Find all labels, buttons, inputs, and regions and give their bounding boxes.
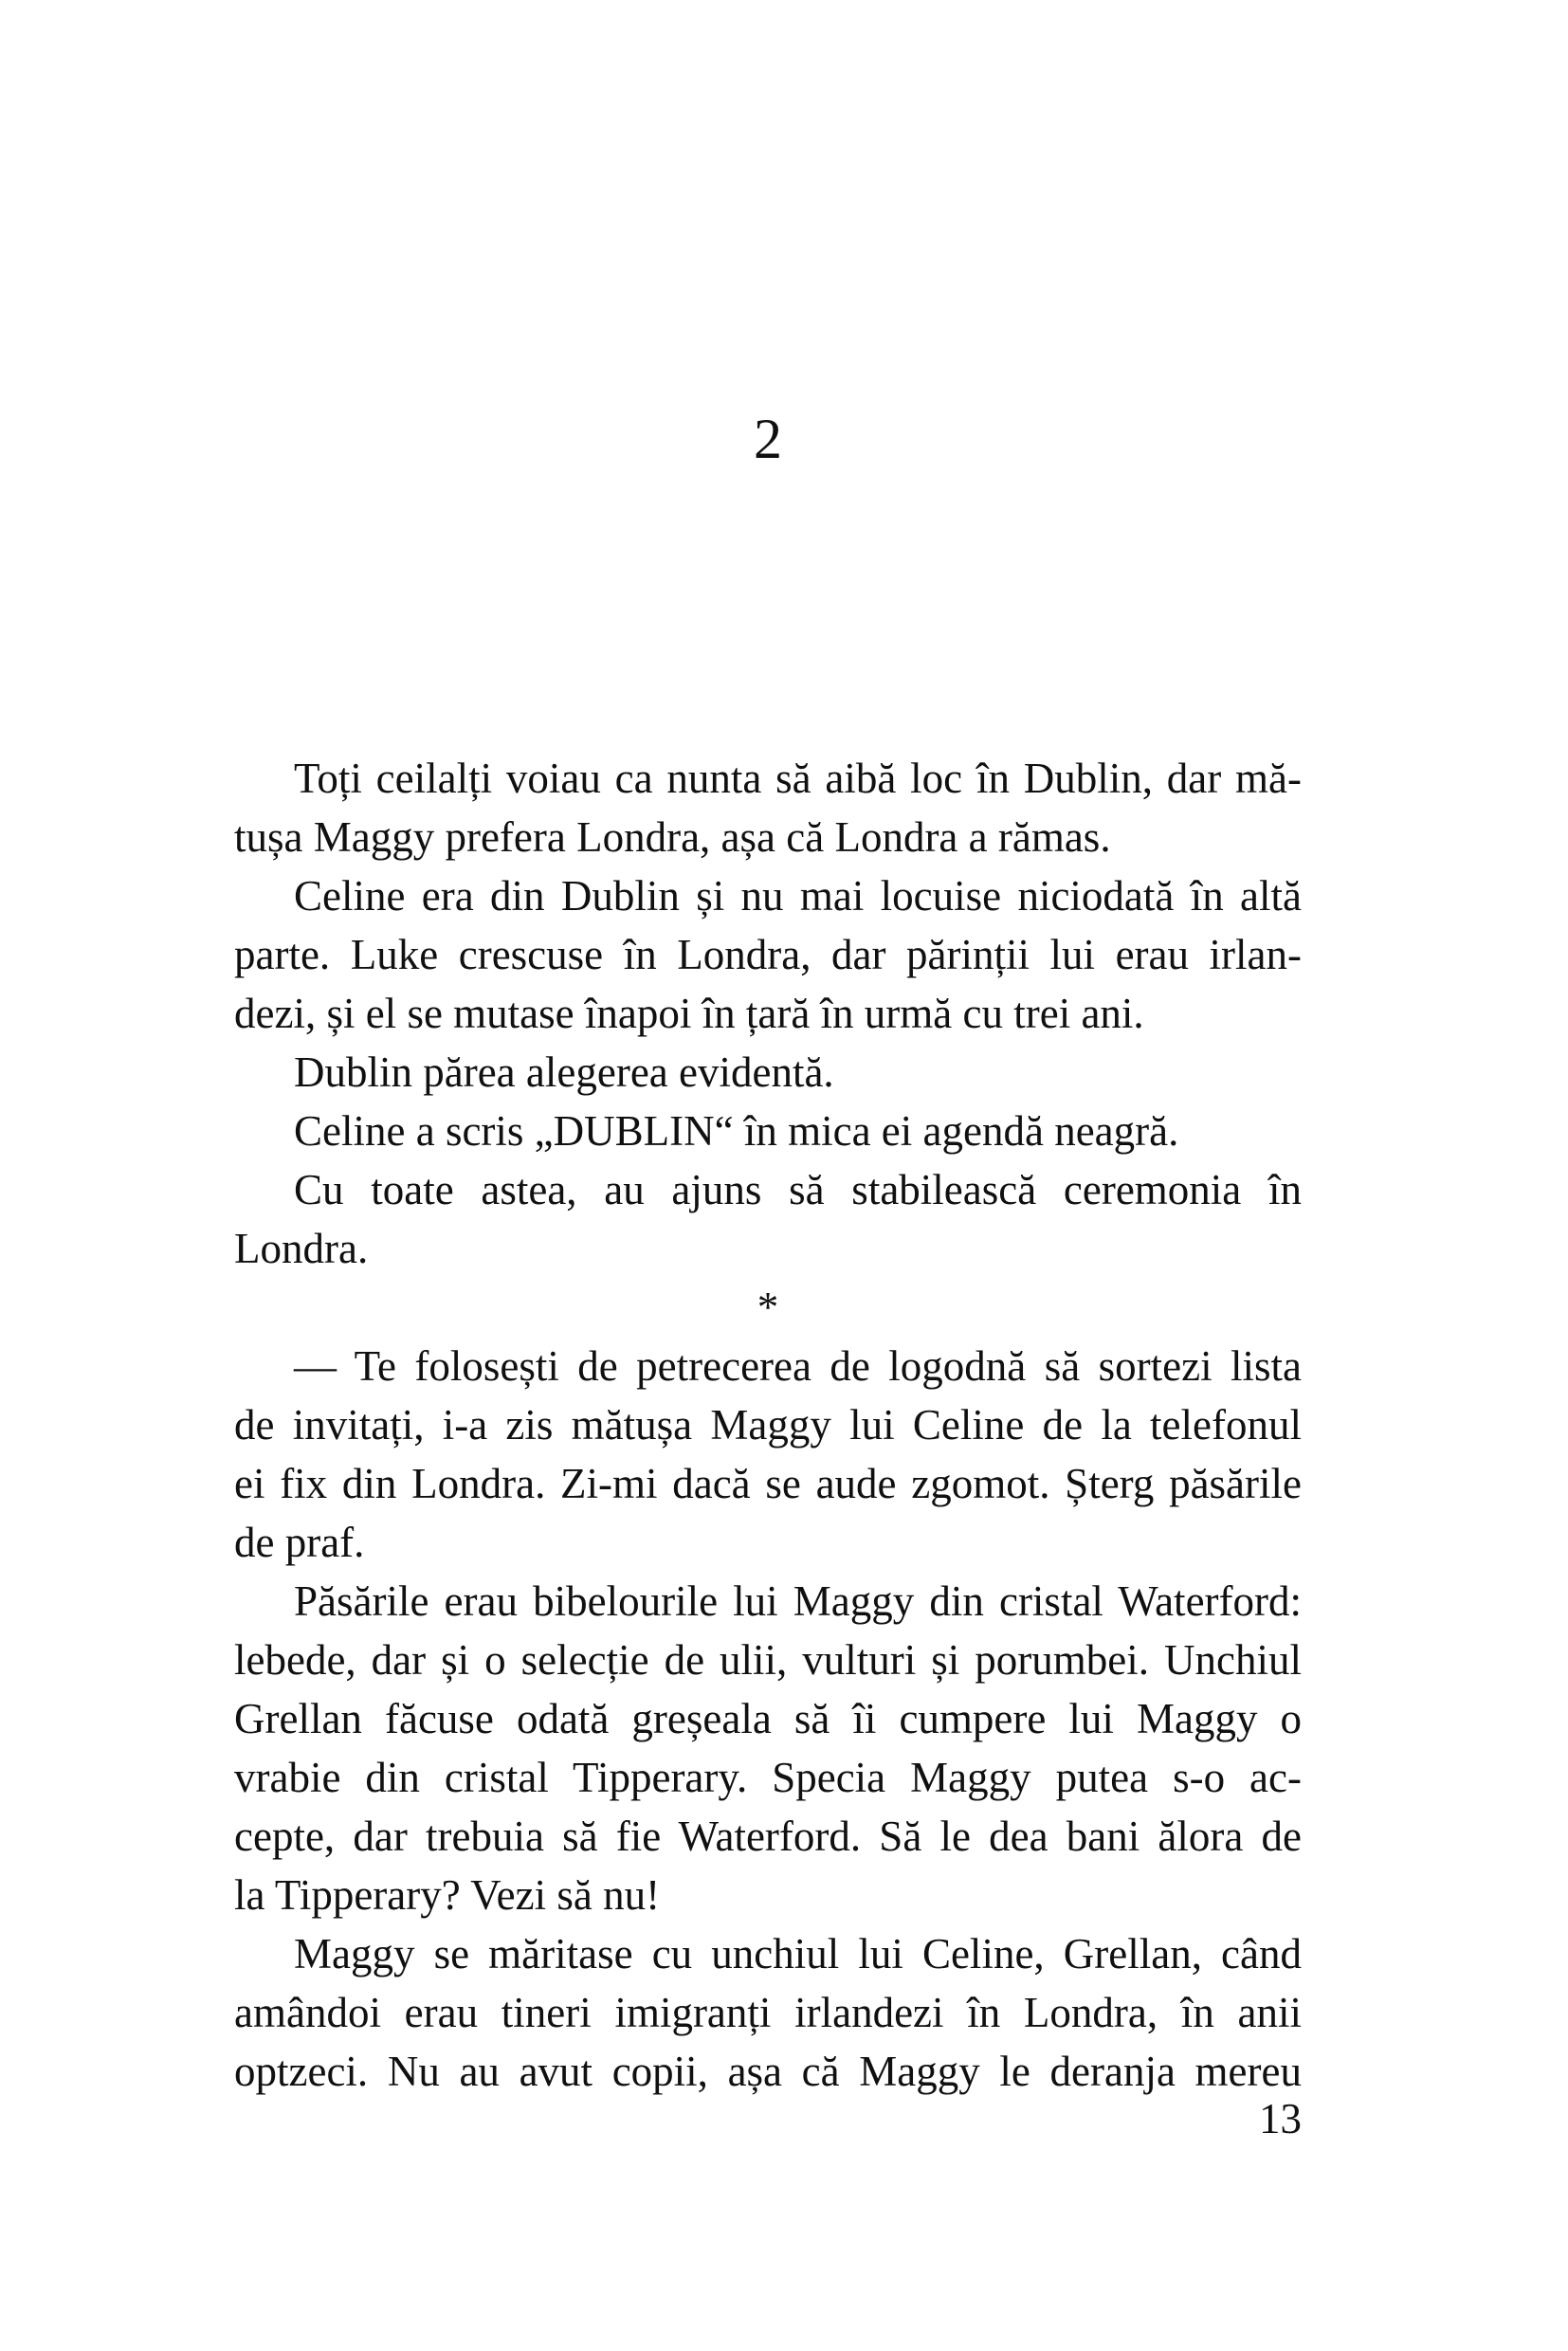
paragraph [234,1924,1302,2101]
text-line: cepte, dar trebuia să fie Waterford. Să le dea bani ălora de [234,1813,1302,1860]
text-line: Grellan făcuse odată greșeala să îi cumpere lui Maggy o [234,1695,1302,1742]
text-line: Cu toate astea, au ajuns să stabilească ceremonia în [294,1166,1302,1213]
text-line: la Tipperary? Vezi să nu! [234,1871,661,1919]
body-text [234,749,1302,2101]
paragraph [234,866,1302,1043]
text-line: Maggy se măritase cu unchiul lui Celine, Grellan, când [294,1930,1302,1977]
text-line: de invitați, i-a zis mătușa Maggy lui Celine de la telefonul [234,1401,1302,1449]
text-line: amândoi erau tineri imigranți irlandezi în Londra, în anii [234,1989,1302,2036]
section-separator: * [757,1284,779,1331]
paragraph [234,1572,1302,1924]
text-line: ei fix din Londra. Zi-mi dacă se aude zgomot. Șterg păsările [234,1460,1302,1507]
paragraph [234,1043,1302,1102]
text-line: tușa Maggy prefera Londra, așa că Londra a rămas. [234,813,1111,861]
text-line: Celine era din Dublin și nu mai locuise niciodată în altă [294,872,1302,920]
text-line: Dublin părea alegerea evidentă. [294,1048,834,1096]
text-line: Celine a scris „DUBLIN“ în mica ei agendă neagră. [294,1107,1179,1155]
paragraph [234,749,1302,866]
page-number: 13 [1259,2095,1302,2142]
text-line: Păsările erau bibelourile lui Maggy din cristal Waterford: [294,1577,1302,1625]
text-line: Londra. [234,1225,369,1272]
paragraph [234,1160,1302,1278]
text-line: parte. Luke crescuse în Londra, dar părinții lui erau irlan- [234,931,1302,978]
text-line: dezi, și el se mutase înapoi în țară în urmă cu trei ani. [234,990,1144,1037]
text-line: optzeci. Nu au avut copii, așa că Maggy le deranja mereu [234,2048,1302,2095]
text-line: Toți ceilalți voiau ca nunta să aibă loc în Dublin, dar mă- [294,755,1302,802]
chapter-number: 2 [754,408,782,470]
paragraph [234,1102,1302,1160]
text-line: — Te folosești de petrecerea de logodnă să sortezi lista [294,1342,1302,1390]
paragraph [234,1337,1302,1572]
text-line: de praf. [234,1519,365,1566]
text-line: lebede, dar și o selecție de ulii, vulturi și porumbei. Unchiul [234,1636,1302,1684]
text-line: vrabie din cristal Tipperary. Specia Maggy putea s-o ac- [234,1754,1302,1801]
